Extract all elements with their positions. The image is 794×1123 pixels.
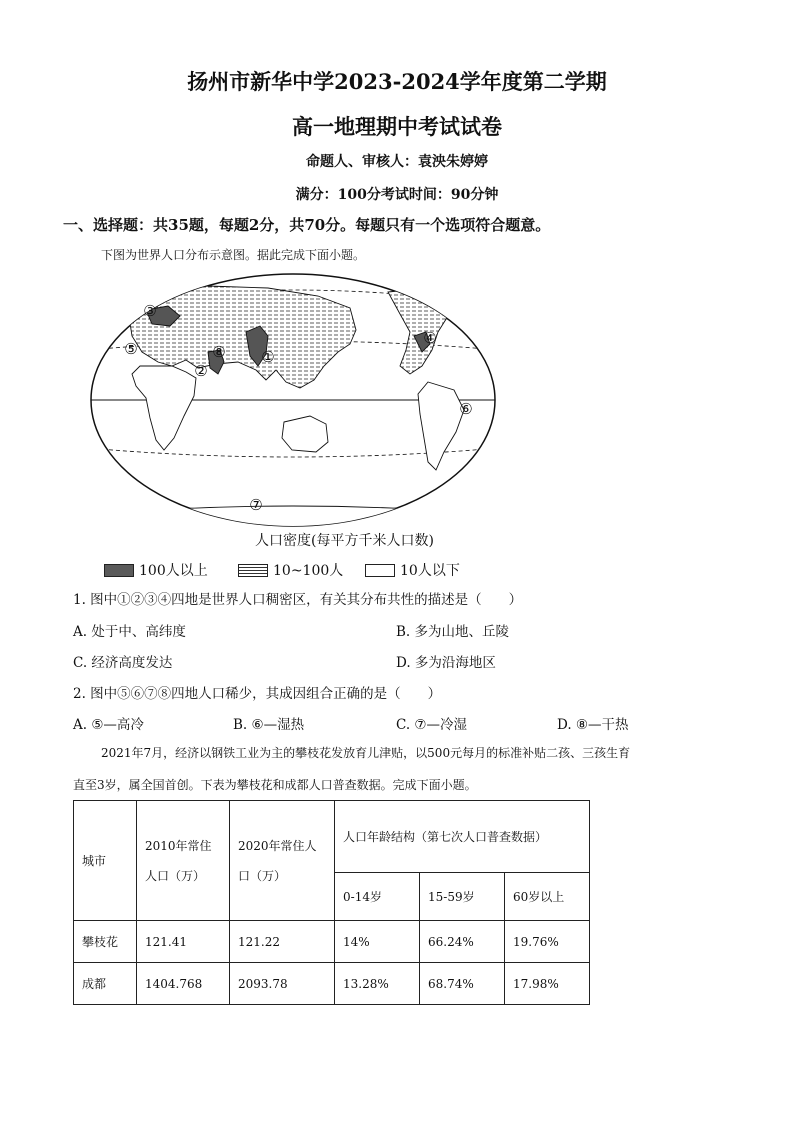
table-cell-city: 成都 — [74, 963, 137, 1005]
question-2-option-a: A. ⑤—高冷 — [73, 717, 144, 733]
world-population-map — [88, 270, 498, 530]
question-1-option-a: A. 处于中、高纬度 — [73, 624, 186, 640]
map-intro: 下图为世界人口分布示意图。据此完成下面小题。 — [101, 248, 366, 262]
table-header-2010: 2010年常住人口（万） — [137, 801, 230, 921]
legend-swatch-dark — [104, 564, 134, 577]
legend-swatch-hatched — [238, 564, 268, 577]
table-cell-city: 攀枝花 — [74, 921, 137, 963]
question-1-option-b: B. 多为山地、丘陵 — [396, 624, 510, 640]
population-census-table — [73, 800, 590, 1005]
exam-subtitle: 高一地理期中考试试卷 — [292, 114, 502, 139]
table-cell-age-60-plus: 19.76% — [505, 921, 590, 963]
table-cell-2010: 121.41 — [137, 921, 230, 963]
table-row — [74, 921, 590, 963]
map-marker-8: ⑧ — [212, 343, 226, 361]
exam-score-time: 满分：100分考试时间：90分钟 — [295, 187, 499, 203]
question-1-option-d: D. 多为沿海地区 — [396, 655, 496, 671]
table-header-city: 城市 — [74, 801, 137, 921]
question-1-stem: 1. 图中①②③④四地是世界人口稠密区，有关其分布共性的描述是（ ） — [73, 592, 523, 608]
question-2-option-b: B. ⑥—湿热 — [233, 717, 305, 733]
question-1-option-c: C. 经济高度发达 — [73, 655, 173, 671]
table-cell-2020: 121.22 — [230, 921, 335, 963]
map-marker-4: ④ — [423, 329, 437, 347]
table-row — [74, 963, 590, 1005]
legend-swatch-blank — [365, 564, 395, 577]
table-header-2020: 2020年常住人口（万） — [230, 801, 335, 921]
map-marker-5: ⑤ — [124, 340, 138, 358]
legend-label: 10~100人 — [273, 563, 344, 579]
passage-line-1: 2021年7月，经济以钢铁工业为主的攀枝花发放育儿津贴，以500元每月的标准补贴二孩、三孩生育 — [101, 746, 631, 760]
table-cell-age-0-14: 13.28% — [335, 963, 420, 1005]
table-header-age-structure: 人口年龄结构（第七次人口普查数据） — [335, 801, 590, 873]
map-legend-title: 人口密度(每平方千米人口数) — [255, 533, 434, 549]
section-heading: 一、选择题：共35题，每题2分，共70分。每题只有一个选项符合题意。 — [63, 216, 551, 234]
passage-line-2: 直至3岁，属全国首创。下表为攀枝花和成都人口普查数据。完成下面小题。 — [73, 778, 477, 792]
australia-landmass — [282, 416, 328, 452]
table-cell-age-15-59: 66.24% — [420, 921, 505, 963]
table-header-age-0-14: 0-14岁 — [335, 873, 420, 921]
table-header-age-15-59: 15-59岁 — [420, 873, 505, 921]
map-marker-3: ③ — [143, 302, 157, 320]
map-marker-1: ① — [261, 348, 275, 366]
legend-item-dense — [104, 560, 208, 580]
exam-title: 扬州市新华中学2023-2024学年度第二学期 — [187, 69, 607, 94]
legend-item-medium — [238, 560, 343, 580]
table-cell-2010: 1404.768 — [137, 963, 230, 1005]
legend-label: 100人以上 — [139, 563, 208, 579]
legend-label: 10人以下 — [400, 563, 460, 579]
table-cell-2020: 2093.78 — [230, 963, 335, 1005]
table-header-age-60-plus: 60岁以上 — [505, 873, 590, 921]
map-marker-2: ② — [194, 362, 208, 380]
question-2-stem: 2. 图中⑤⑥⑦⑧四地人口稀少，其成因组合正确的是（ ） — [73, 686, 442, 702]
map-marker-6: ⑥ — [459, 400, 473, 418]
map-marker-7: ⑦ — [249, 496, 263, 514]
exam-authors: 命题人、审核人：袁泱朱婷婷 — [306, 154, 488, 170]
table-cell-age-60-plus: 17.98% — [505, 963, 590, 1005]
question-2-option-d: D. ⑧—干热 — [557, 717, 629, 733]
table-cell-age-0-14: 14% — [335, 921, 420, 963]
table-cell-age-15-59: 68.74% — [420, 963, 505, 1005]
question-2-option-c: C. ⑦—冷湿 — [396, 717, 468, 733]
legend-item-sparse — [365, 560, 460, 580]
